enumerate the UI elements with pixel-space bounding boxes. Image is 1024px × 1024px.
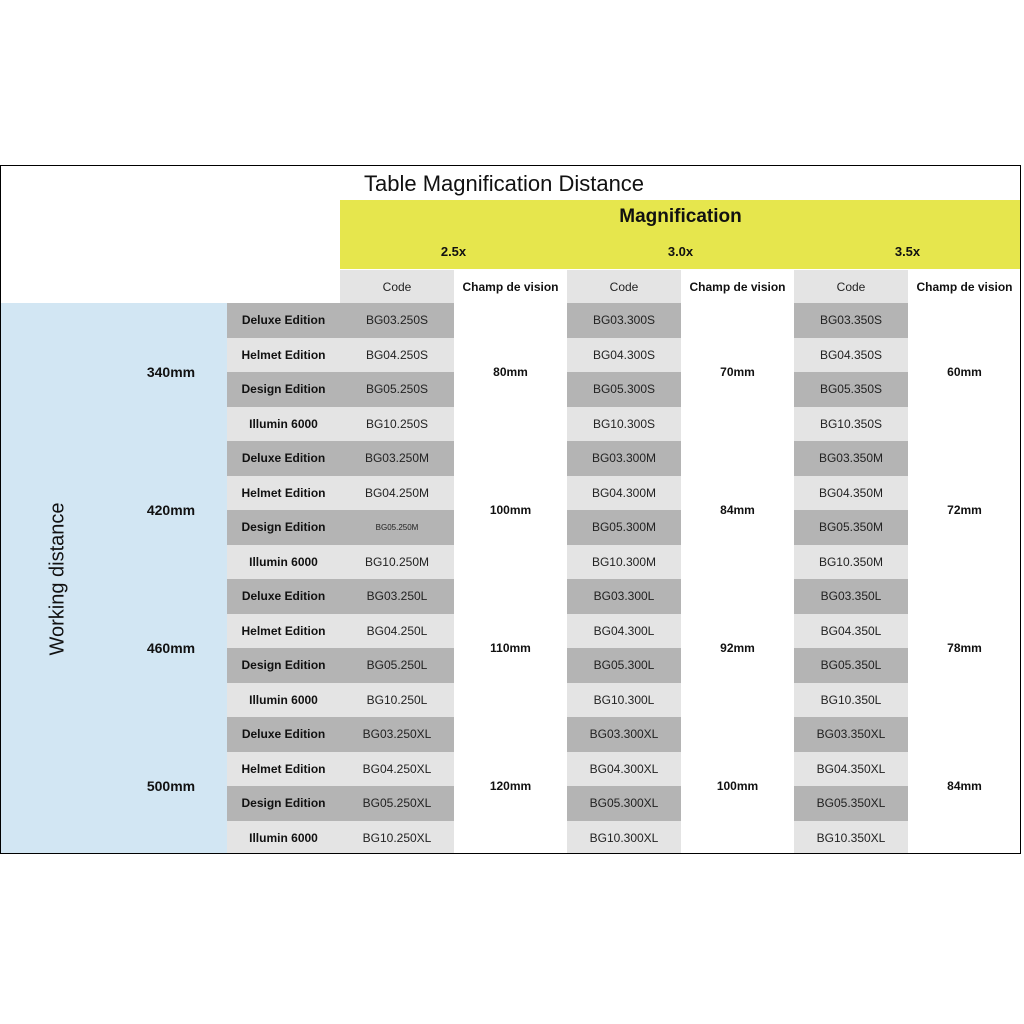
product-name: Design Edition xyxy=(227,372,340,407)
field-of-view-value: 84mm xyxy=(720,503,755,517)
field-of-view-value: 84mm xyxy=(947,779,982,793)
working-distance-value: 460mm xyxy=(146,640,196,656)
product-name: Deluxe Edition xyxy=(227,717,340,752)
working-distance-value: 420mm xyxy=(146,502,196,518)
product-code: BG03.300S xyxy=(567,303,681,338)
product-code: BG05.300L xyxy=(567,648,681,683)
product-code: BG04.300M xyxy=(567,476,681,511)
product-name: Design Edition xyxy=(227,510,340,545)
product-name: Design Edition xyxy=(227,648,340,683)
product-name: Deluxe Edition xyxy=(227,303,340,338)
product-code: BG04.250L xyxy=(340,614,454,649)
product-name: Design Edition xyxy=(227,786,340,821)
product-code: BG10.350XL xyxy=(794,821,908,855)
product-code: BG10.350S xyxy=(794,407,908,442)
product-code: BG03.250M xyxy=(340,441,454,476)
magnification-2-5x: 2.5x xyxy=(440,243,467,259)
magnification-heading: Magnification xyxy=(619,206,742,227)
field-of-view-value: 92mm xyxy=(720,641,755,655)
field-of-view-value: 80mm xyxy=(493,365,528,379)
product-code: BG05.250S xyxy=(340,372,454,407)
working-distance-value: 500mm xyxy=(146,778,196,794)
product-code: BG05.300XL xyxy=(567,786,681,821)
product-code: BG05.350S xyxy=(794,372,908,407)
field-of-view-value: 100mm xyxy=(716,779,759,793)
product-code: BG04.300S xyxy=(567,338,681,373)
product-code: BG04.350M xyxy=(794,476,908,511)
product-code: BG03.300L xyxy=(567,579,681,614)
product-code: BG10.250XL xyxy=(340,821,454,855)
fov-header: Champ de vision xyxy=(689,280,786,294)
field-of-view-value: 72mm xyxy=(947,503,982,517)
product-code: BG10.250S xyxy=(340,407,454,442)
field-of-view-value: 110mm xyxy=(490,641,531,655)
product-code: BG04.350L xyxy=(794,614,908,649)
product-code: BG03.250S xyxy=(340,303,454,338)
product-name: Illumin 6000 xyxy=(227,821,340,855)
product-code: BG03.250L xyxy=(340,579,454,614)
product-code: BG10.350L xyxy=(794,683,908,718)
product-code: BG03.350M xyxy=(794,441,908,476)
product-code: BG04.350XL xyxy=(794,752,908,787)
product-code: BG10.250M xyxy=(340,545,454,580)
product-name: Deluxe Edition xyxy=(227,441,340,476)
product-code: BG10.300L xyxy=(567,683,681,718)
product-code: BG10.300S xyxy=(567,407,681,442)
magnification-3-5x: 3.5x xyxy=(894,243,921,259)
product-code: BG10.300M xyxy=(567,545,681,580)
product-name: Helmet Edition xyxy=(227,614,340,649)
code-header: Code xyxy=(794,270,908,305)
field-of-view-value: 120mm xyxy=(489,779,532,793)
product-code: BG03.250XL xyxy=(340,717,454,752)
product-code: BG03.350XL xyxy=(794,717,908,752)
product-code: BG03.350S xyxy=(794,303,908,338)
field-of-view-value: 60mm xyxy=(947,365,982,379)
product-name: Helmet Edition xyxy=(227,476,340,511)
working-distance-label: Working distance xyxy=(46,502,69,656)
product-code: BG10.350M xyxy=(794,545,908,580)
product-code: BG05.250XL xyxy=(340,786,454,821)
code-header: Code xyxy=(567,270,681,305)
product-code: BG05.300M xyxy=(567,510,681,545)
product-code: BG05.250M xyxy=(340,510,454,545)
product-code: BG04.300XL xyxy=(567,752,681,787)
product-code: BG05.350XL xyxy=(794,786,908,821)
product-name: Helmet Edition xyxy=(227,338,340,373)
product-code: BG04.250M xyxy=(340,476,454,511)
product-code: BG03.350L xyxy=(794,579,908,614)
code-header: Code xyxy=(340,270,454,305)
product-name: Illumin 6000 xyxy=(227,683,340,718)
product-code: BG04.250XL xyxy=(340,752,454,787)
product-code: BG05.350M xyxy=(794,510,908,545)
product-code: BG03.300XL xyxy=(567,717,681,752)
product-code: BG04.350S xyxy=(794,338,908,373)
product-code: BG05.350L xyxy=(794,648,908,683)
product-name: Deluxe Edition xyxy=(227,579,340,614)
field-of-view-value: 78mm xyxy=(947,641,982,655)
magnification-table xyxy=(0,165,1021,854)
product-code: BG04.300L xyxy=(567,614,681,649)
field-of-view-value: 100mm xyxy=(489,503,532,517)
product-code: BG10.300XL xyxy=(567,821,681,855)
working-distance-value: 340mm xyxy=(146,364,196,380)
fov-header: Champ de vision xyxy=(462,280,559,294)
product-name: Illumin 6000 xyxy=(227,407,340,442)
product-name: Illumin 6000 xyxy=(227,545,340,580)
product-code: BG04.250S xyxy=(340,338,454,373)
product-code: BG05.300S xyxy=(567,372,681,407)
product-code: BG05.250L xyxy=(340,648,454,683)
fov-header: Champ de vision xyxy=(916,280,1013,294)
product-code: BG10.250L xyxy=(340,683,454,718)
magnification-3-0x: 3.0x xyxy=(667,243,694,259)
field-of-view-value: 70mm xyxy=(720,365,755,379)
product-code: BG03.300M xyxy=(567,441,681,476)
table-title: Table Magnification Distance xyxy=(364,171,645,196)
product-name: Helmet Edition xyxy=(227,752,340,787)
